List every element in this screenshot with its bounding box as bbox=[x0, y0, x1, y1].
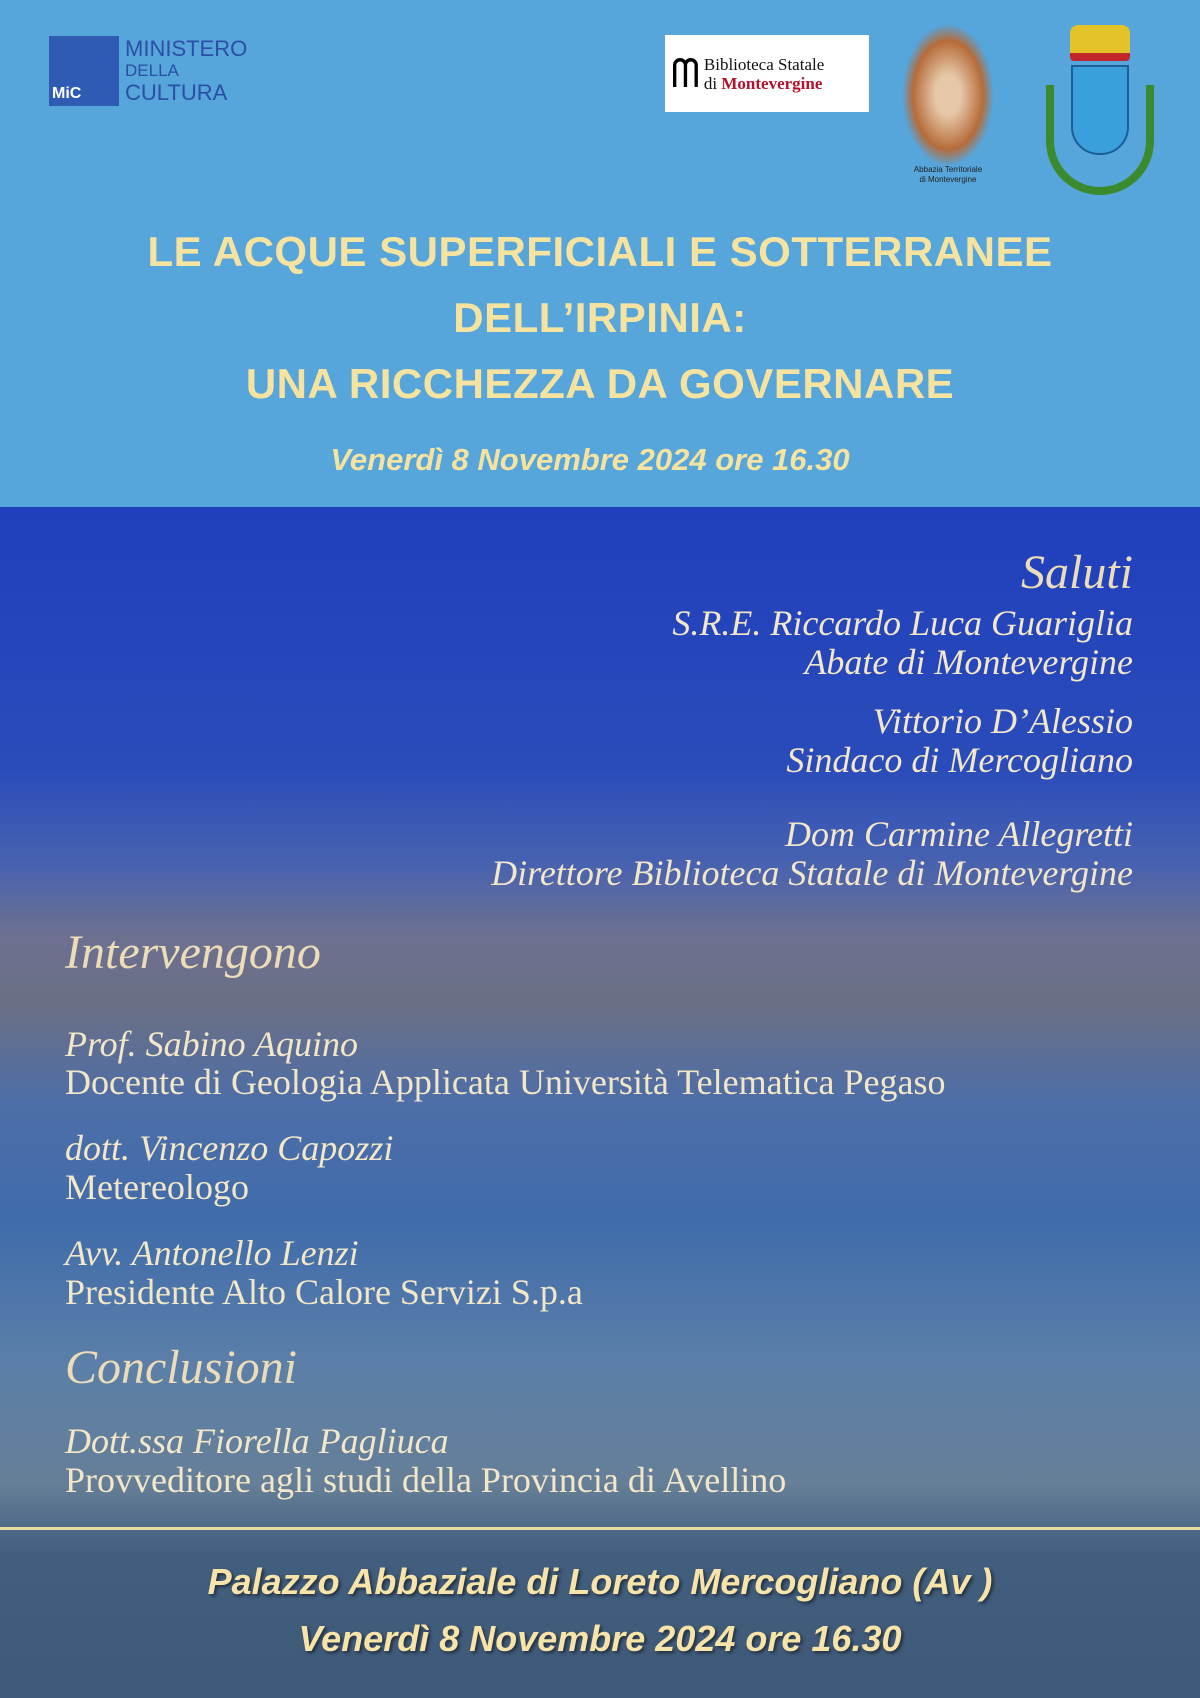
speaker-name: Avv. Antonello Lenzi bbox=[65, 1233, 359, 1273]
intervengono-heading: Intervengono bbox=[65, 926, 321, 979]
event-title-line: LE ACQUE SUPERFICIALI E SOTTERRANEE bbox=[147, 228, 1053, 275]
conclusioni-heading: Conclusioni bbox=[65, 1341, 298, 1394]
event-date: Venerdì 8 Novembre 2024 ore 16.30 bbox=[330, 442, 850, 477]
mic-line2: DELLA bbox=[125, 61, 179, 80]
speaker-name: dott. Vincenzo Capozzi bbox=[65, 1128, 394, 1168]
speaker-role: Presidente Alto Calore Servizi S.p.a bbox=[65, 1272, 583, 1312]
speaker-name: Dott.ssa Fiorella Pagliuca bbox=[65, 1421, 449, 1461]
mic-logo-mark: MiC bbox=[49, 36, 119, 106]
footer-venue: Palazzo Abbaziale di Loreto Mercogliano (Av ) bbox=[207, 1561, 993, 1602]
abbazia-line1: Abbazia Territoriale bbox=[913, 165, 983, 174]
speaker-role: Docente di Geologia Applicata Università Telematica Pegaso bbox=[65, 1062, 946, 1102]
divider bbox=[0, 1527, 1200, 1530]
mic-line3: CULTURA bbox=[125, 80, 228, 105]
saluti-name: Vittorio D’Alessio bbox=[872, 701, 1133, 741]
footer-date: Venerdì 8 Novembre 2024 ore 16.30 bbox=[298, 1618, 902, 1659]
speaker-role: Metereologo bbox=[65, 1167, 249, 1207]
saluti-name: S.R.E. Riccardo Luca Guariglia bbox=[672, 603, 1133, 643]
comune-coat-of-arms-icon bbox=[1040, 25, 1160, 200]
saluti-name: Dom Carmine Allegretti bbox=[785, 814, 1133, 854]
event-title-line: UNA RICCHEZZA DA GOVERNARE bbox=[245, 360, 955, 407]
mic-logo bbox=[49, 36, 247, 106]
saluti-heading: Saluti bbox=[1020, 546, 1133, 599]
saluti-role: Sindaco di Mercogliano bbox=[786, 740, 1133, 780]
saluti-role: Direttore Biblioteca Statale di Montevergine bbox=[491, 853, 1133, 893]
biblioteca-line1: Biblioteca Statale bbox=[703, 54, 825, 74]
saluti-role: Abate di Montevergine bbox=[804, 642, 1133, 682]
abbazia-line2: di Montevergine bbox=[919, 175, 977, 184]
abbazia-crest bbox=[893, 25, 1003, 200]
abbazia-crest-icon bbox=[903, 25, 993, 165]
speaker-role: Provveditore agli studi della Provincia di Avellino bbox=[65, 1460, 787, 1500]
biblioteca-mark-icon: ᗰ bbox=[671, 51, 700, 96]
biblioteca-prefix: di bbox=[703, 73, 722, 93]
speaker-name: Prof. Sabino Aquino bbox=[65, 1024, 359, 1064]
biblioteca-name: Montevergine bbox=[721, 73, 823, 93]
biblioteca-logo bbox=[665, 35, 869, 112]
event-title-line: DELL’IRPINIA: bbox=[453, 294, 747, 341]
mic-line1: MINISTERO bbox=[125, 36, 248, 61]
